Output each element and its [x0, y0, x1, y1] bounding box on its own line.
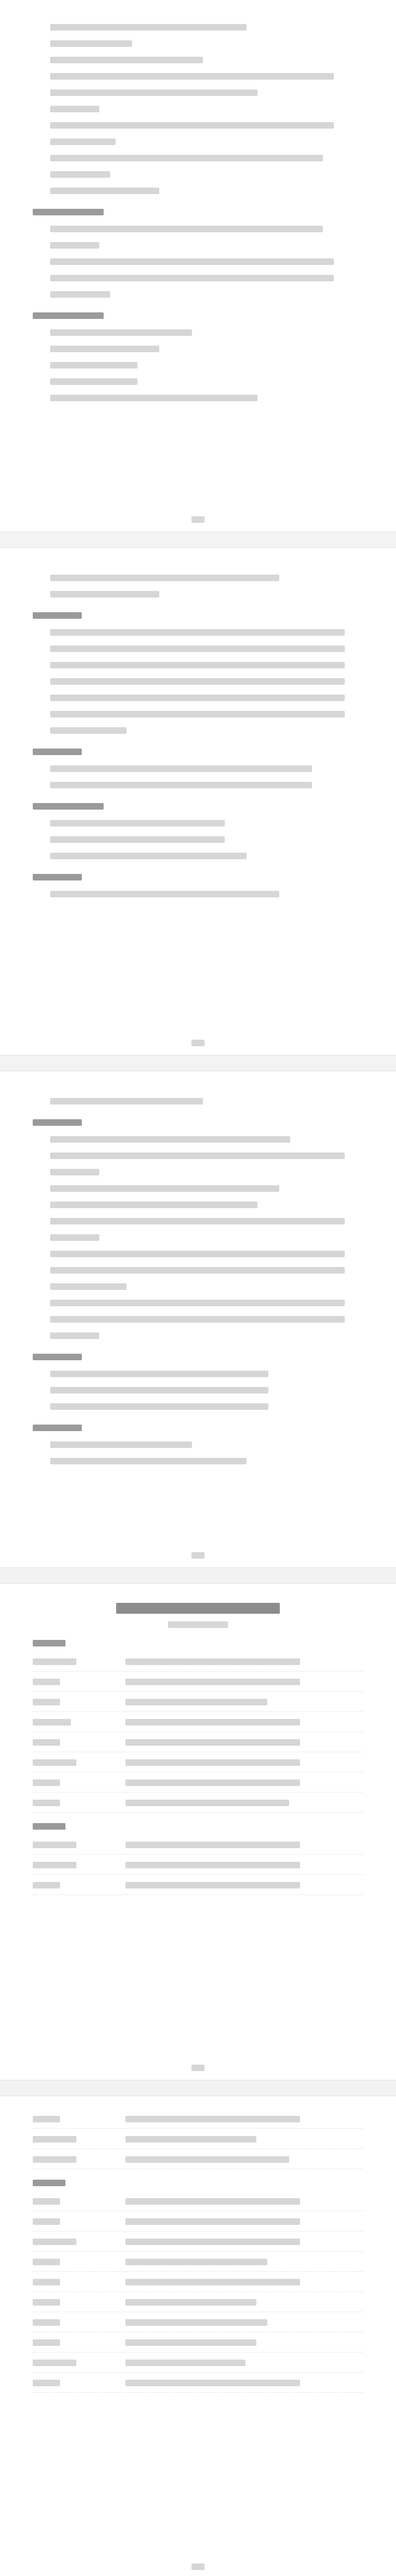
- unit-line: [33, 389, 363, 406]
- member-row: [33, 2373, 363, 2393]
- member-name: [33, 2234, 125, 2249]
- member-description: [125, 2234, 363, 2249]
- page-divider: [0, 2080, 396, 2096]
- unit-line: [33, 722, 363, 738]
- unit-line: [33, 19, 363, 35]
- unit-line: [33, 1131, 363, 1147]
- unit-line: [33, 624, 363, 640]
- page-number: [0, 1039, 396, 1046]
- member-description: [125, 1837, 363, 1852]
- member-row: [33, 2292, 363, 2312]
- member-name: [33, 2355, 125, 2370]
- member-name: [33, 2151, 125, 2167]
- member-description: [125, 2131, 363, 2146]
- group-heading: [33, 611, 363, 620]
- unit-line: [33, 182, 363, 198]
- unit-line: [33, 68, 363, 84]
- unit-line: [33, 760, 363, 776]
- unit-line: [33, 1365, 363, 1381]
- page-number: [0, 2064, 396, 2071]
- unit-line: [33, 1311, 363, 1327]
- member-description: [125, 1734, 363, 1749]
- member-description: [125, 2334, 363, 2350]
- region-heading: [33, 1638, 363, 1648]
- unit-line: [33, 569, 363, 586]
- document-page-3: [0, 1074, 396, 1554]
- member-row: [33, 1672, 363, 1692]
- member-name: [33, 1857, 125, 1872]
- unit-line: [33, 1245, 363, 1262]
- member-row: [33, 2231, 363, 2252]
- member-name: [33, 1674, 125, 1689]
- group-heading: [33, 801, 363, 811]
- unit-group: [33, 569, 363, 602]
- member-description: [125, 2314, 363, 2330]
- unit-line: [33, 1436, 363, 1452]
- unit-group: [33, 611, 363, 738]
- member-description: [125, 2151, 363, 2167]
- member-description: [125, 1694, 363, 1709]
- unit-line: [33, 84, 363, 100]
- member-description: [125, 2254, 363, 2269]
- unit-line: [33, 100, 363, 117]
- group-heading: [33, 207, 363, 217]
- unit-line: [33, 586, 363, 602]
- document-page-1: [0, 0, 396, 523]
- group-heading: [33, 872, 363, 882]
- document-title: [33, 1601, 363, 1615]
- page-divider: [0, 532, 396, 548]
- member-name: [33, 1877, 125, 1892]
- region-group: [33, 2109, 363, 2169]
- member-name: [33, 2334, 125, 2350]
- unit-line: [33, 253, 363, 269]
- page-divider: [0, 1567, 396, 1584]
- member-name: [33, 2274, 125, 2289]
- unit-line: [33, 1327, 363, 1343]
- unit-line: [33, 1093, 363, 1109]
- member-name: [33, 1654, 125, 1669]
- unit-group: [33, 1423, 363, 1469]
- region-group: [33, 1638, 363, 1813]
- group-heading: [33, 1423, 363, 1433]
- group-heading: [33, 747, 363, 757]
- unit-line: [33, 815, 363, 831]
- member-description: [125, 1857, 363, 1872]
- member-row: [33, 2352, 363, 2373]
- unit-line: [33, 237, 363, 253]
- unit-line: [33, 324, 363, 340]
- member-name: [33, 2294, 125, 2309]
- member-row: [33, 1772, 363, 1793]
- member-name: [33, 2213, 125, 2229]
- unit-group: [33, 872, 363, 902]
- document-subtitle: [33, 1619, 363, 1630]
- group-heading: [33, 311, 363, 321]
- unit-line: [33, 220, 363, 237]
- member-description: [125, 2274, 363, 2289]
- member-description: [125, 2111, 363, 2126]
- unit-line: [33, 1452, 363, 1469]
- member-description: [125, 1775, 363, 1790]
- member-name: [33, 1714, 125, 1729]
- member-description: [125, 1877, 363, 1892]
- member-row: [33, 1752, 363, 1772]
- page-number: [0, 515, 396, 523]
- member-row: [33, 2191, 363, 2211]
- unit-line: [33, 1398, 363, 1414]
- unit-line: [33, 340, 363, 357]
- member-description: [125, 1714, 363, 1729]
- page-number: [0, 1551, 396, 1559]
- member-name: [33, 2111, 125, 2126]
- member-description: [125, 2193, 363, 2209]
- member-row: [33, 1712, 363, 1732]
- member-name: [33, 2193, 125, 2209]
- unit-line: [33, 51, 363, 68]
- unit-line: [33, 656, 363, 673]
- unit-line: [33, 705, 363, 722]
- member-name: [33, 1754, 125, 1770]
- unit-line: [33, 133, 363, 149]
- region-heading: [33, 2178, 363, 2188]
- member-row: [33, 1855, 363, 1875]
- member-row: [33, 1651, 363, 1672]
- unit-line: [33, 776, 363, 793]
- member-row: [33, 2109, 363, 2129]
- member-row: [33, 2149, 363, 2169]
- member-description: [125, 2375, 363, 2390]
- unit-line: [33, 831, 363, 847]
- unit-line: [33, 286, 363, 302]
- unit-line: [33, 1381, 363, 1398]
- member-row: [33, 2312, 363, 2332]
- unit-group: [33, 747, 363, 793]
- member-name: [33, 2314, 125, 2330]
- document-page-2: [0, 551, 396, 1052]
- unit-group: [33, 207, 363, 302]
- unit-line: [33, 885, 363, 902]
- unit-line: [33, 640, 363, 656]
- unit-group: [33, 1352, 363, 1414]
- unit-group: [33, 19, 363, 198]
- member-row: [33, 1835, 363, 1855]
- member-description: [125, 2355, 363, 2370]
- group-heading: [33, 1352, 363, 1362]
- member-row: [33, 1793, 363, 1813]
- member-name: [33, 2375, 125, 2390]
- member-row: [33, 2129, 363, 2149]
- document-page-5: [0, 2099, 396, 2562]
- unit-group: [33, 1118, 363, 1343]
- member-row: [33, 2332, 363, 2352]
- unit-line: [33, 1180, 363, 1196]
- unit-line: [33, 1229, 363, 1245]
- member-row: [33, 2211, 363, 2231]
- member-name: [33, 1694, 125, 1709]
- page-number: [0, 2562, 396, 2570]
- document-page-4: [0, 1586, 396, 2077]
- member-name: [33, 1795, 125, 1810]
- member-description: [125, 1674, 363, 1689]
- member-row: [33, 2272, 363, 2292]
- unit-line: [33, 357, 363, 373]
- member-row: [33, 1875, 363, 1895]
- unit-line: [33, 1278, 363, 1294]
- member-name: [33, 1837, 125, 1852]
- member-name: [33, 2131, 125, 2146]
- member-description: [125, 2213, 363, 2229]
- unit-line: [33, 1163, 363, 1180]
- unit-line: [33, 117, 363, 133]
- unit-line: [33, 269, 363, 286]
- unit-group: [33, 311, 363, 406]
- member-name: [33, 1734, 125, 1749]
- member-description: [125, 1795, 363, 1810]
- region-group: [33, 1821, 363, 1895]
- unit-line: [33, 1147, 363, 1163]
- member-row: [33, 1692, 363, 1712]
- unit-group: [33, 801, 363, 864]
- unit-line: [33, 1212, 363, 1229]
- group-heading: [33, 1118, 363, 1127]
- member-row: [33, 2252, 363, 2272]
- unit-line: [33, 1196, 363, 1212]
- page-divider: [0, 1055, 396, 1071]
- region-group: [33, 2178, 363, 2393]
- unit-line: [33, 373, 363, 389]
- member-name: [33, 1775, 125, 1790]
- unit-line: [33, 847, 363, 864]
- unit-line: [33, 689, 363, 705]
- member-description: [125, 1754, 363, 1770]
- unit-line: [33, 166, 363, 182]
- member-row: [33, 1732, 363, 1752]
- member-description: [125, 2294, 363, 2309]
- region-heading: [33, 1821, 363, 1831]
- unit-group: [33, 1093, 363, 1109]
- unit-line: [33, 1262, 363, 1278]
- unit-line: [33, 35, 363, 51]
- unit-line: [33, 149, 363, 166]
- unit-line: [33, 1294, 363, 1311]
- unit-line: [33, 673, 363, 689]
- member-description: [125, 1654, 363, 1669]
- member-name: [33, 2254, 125, 2269]
